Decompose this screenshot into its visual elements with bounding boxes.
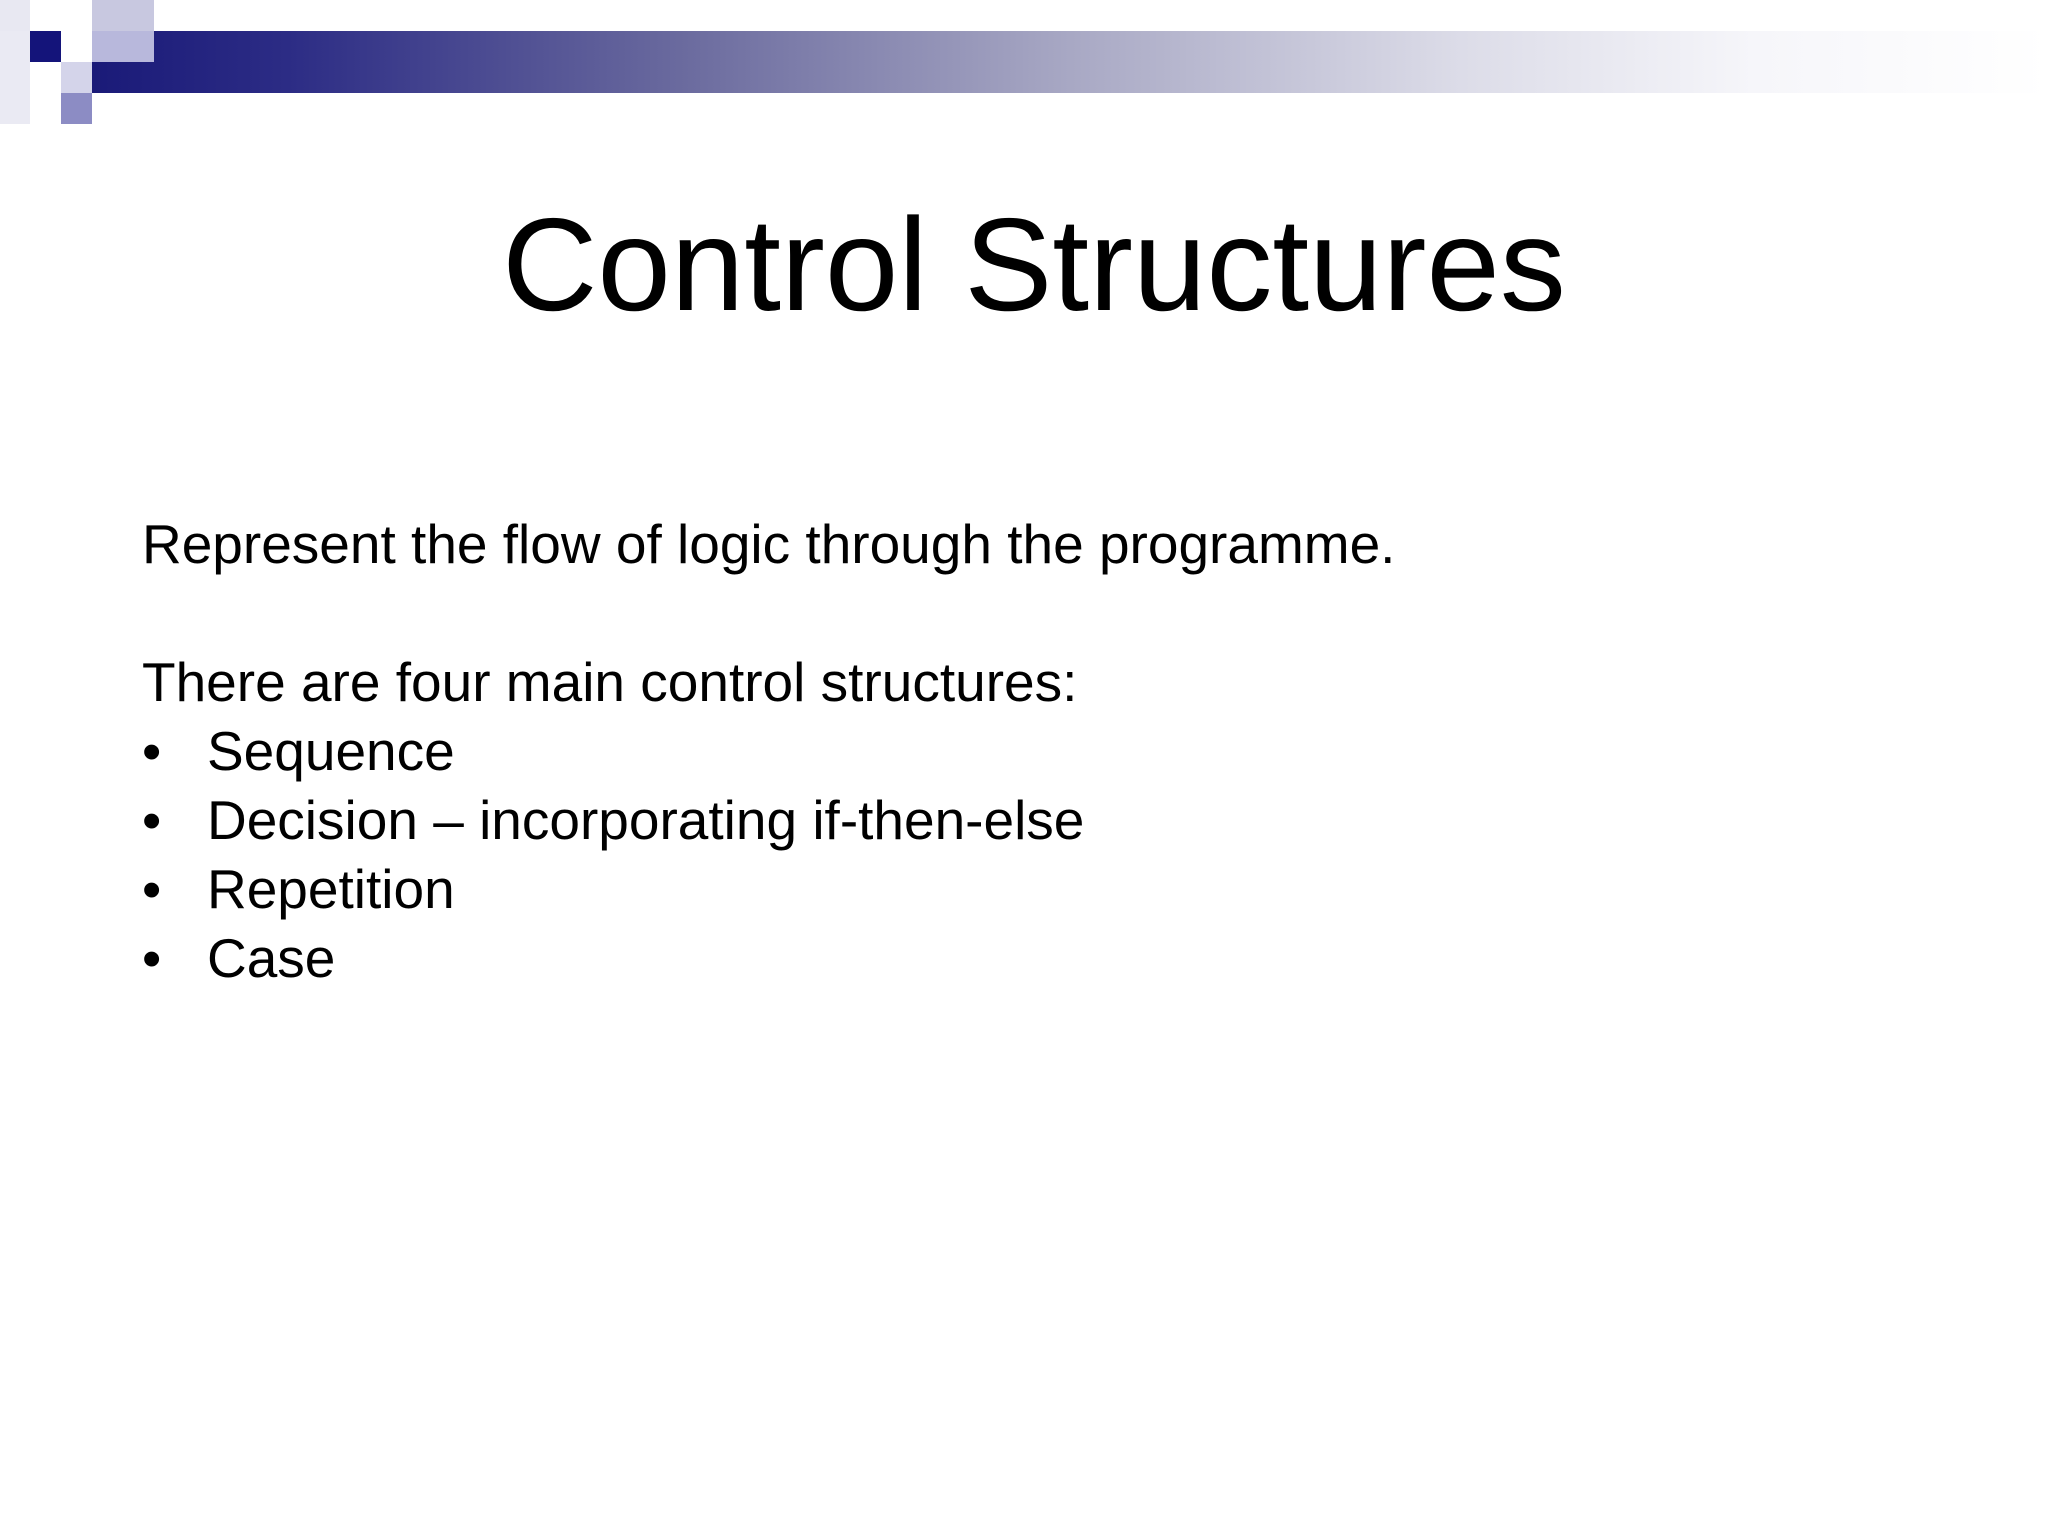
corner-square-white-mid [61, 31, 92, 62]
list-item-text: Case [207, 927, 336, 989]
list-item [142, 786, 1942, 855]
bullet-icon: • [142, 789, 162, 851]
bullet-icon: • [142, 927, 162, 989]
bullet-icon: • [142, 858, 162, 920]
list-item-text: Sequence [207, 720, 455, 782]
bullet-icon: • [142, 720, 162, 782]
slide-title: Control Structures [502, 191, 1566, 338]
spacer [142, 579, 1942, 648]
slide-body [142, 510, 1942, 993]
corner-square-lavender [61, 62, 92, 93]
list-item [142, 924, 1942, 993]
intro-text: Represent the flow of logic through the programme. [142, 513, 1396, 575]
list-item-text: Repetition [207, 858, 455, 920]
list-item-text: Decision – incorporating if-then-else [207, 789, 1085, 851]
corner-square-dark [30, 31, 61, 62]
corner-square-medium [61, 93, 92, 124]
header-gradient-bar [92, 31, 2048, 93]
control-structures-list [142, 717, 1942, 993]
corner-square-light-mid [92, 31, 154, 62]
corner-square-light-top [92, 0, 154, 31]
corner-square-pale-left [0, 31, 30, 124]
list-item [142, 855, 1942, 924]
corner-square-pale-top-left [0, 0, 30, 31]
list-heading: There are four main control structures: [142, 651, 1078, 713]
list-item [142, 717, 1942, 786]
